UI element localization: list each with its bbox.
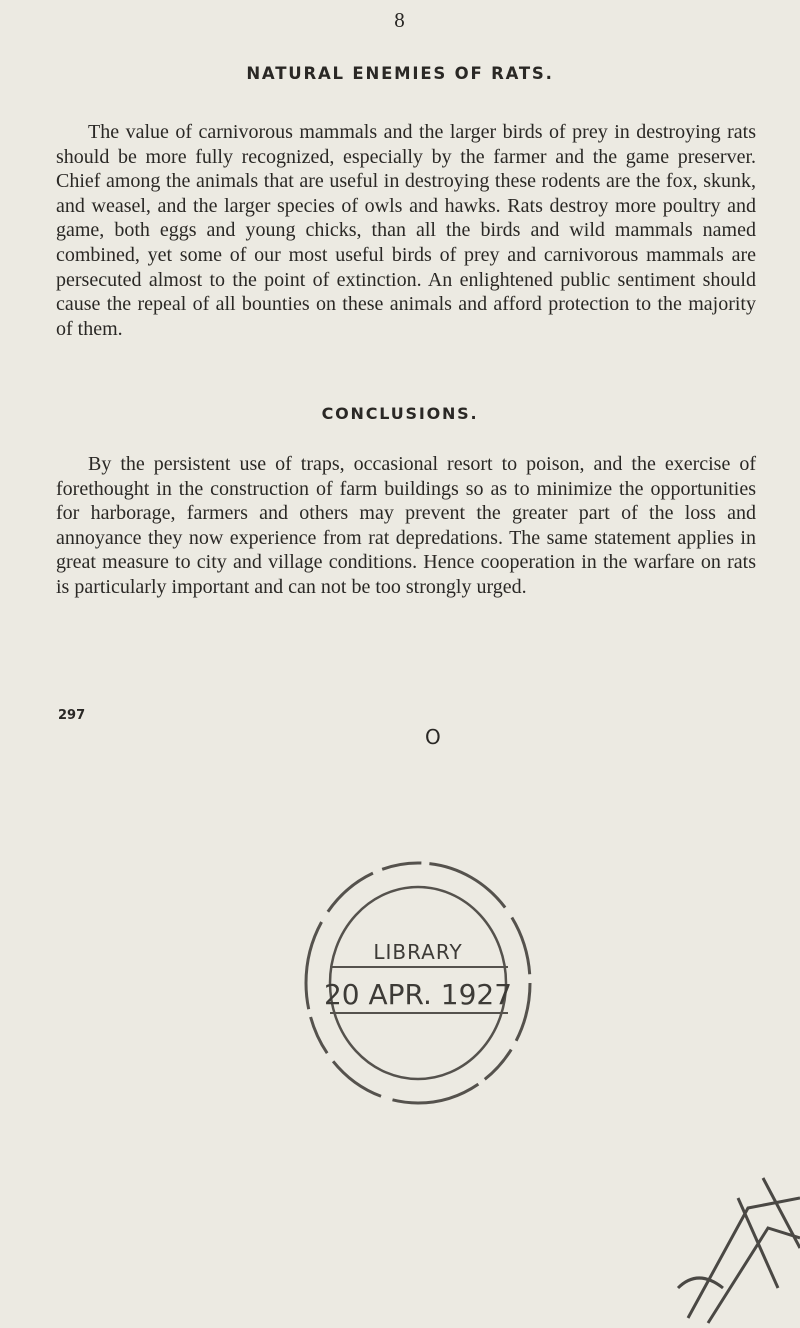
- paragraph-natural-enemies: The value of carnivorous mammals and the larger birds of prey in destroying rats should be more fully recognized, especially by the farmer and the game preserver. Chief among the animals that are useful in destroying these rodents are the fox, skunk, and weasel, and the larger species of owls and hawks. Rats destroy more poultry and game, both eggs and young chicks, than all the birds and wild mammals named combined, yet some of our most useful birds of prey and carnivorous mammals are persecuted almost to the point of extinction. An enlightened public sentiment should cause the repeal of all bounties on these animals and afford protection to the majority of them.: [56, 121, 756, 340]
- page-number: 8: [394, 8, 406, 32]
- stamp-date: 20 APR. 1927: [323, 978, 513, 1011]
- section-title-conclusions: CONCLUSIONS.: [321, 404, 479, 423]
- section-title-natural-enemies: NATURAL ENEMIES OF RATS.: [246, 64, 554, 83]
- stamp-label: LIBRARY: [373, 940, 463, 964]
- paragraph-conclusions: By the persistent use of traps, occasional resort to poison, and the exercise of forethought in the construction of farm buildings so as to minimize the opportunities for harborage, farmers and others may prevent the greater part of the loss and annoyance they now experience from rat depredations. The same statement applies in great measure to city and village conditions. Hence cooperation in the warfare on rats is particularly important and can not be too strongly urged.: [56, 453, 756, 598]
- circle-mark: O: [425, 725, 441, 749]
- library-stamp: [300, 855, 540, 1115]
- corner-stamp-fragment: [668, 1138, 800, 1328]
- print-code: 297: [58, 708, 86, 723]
